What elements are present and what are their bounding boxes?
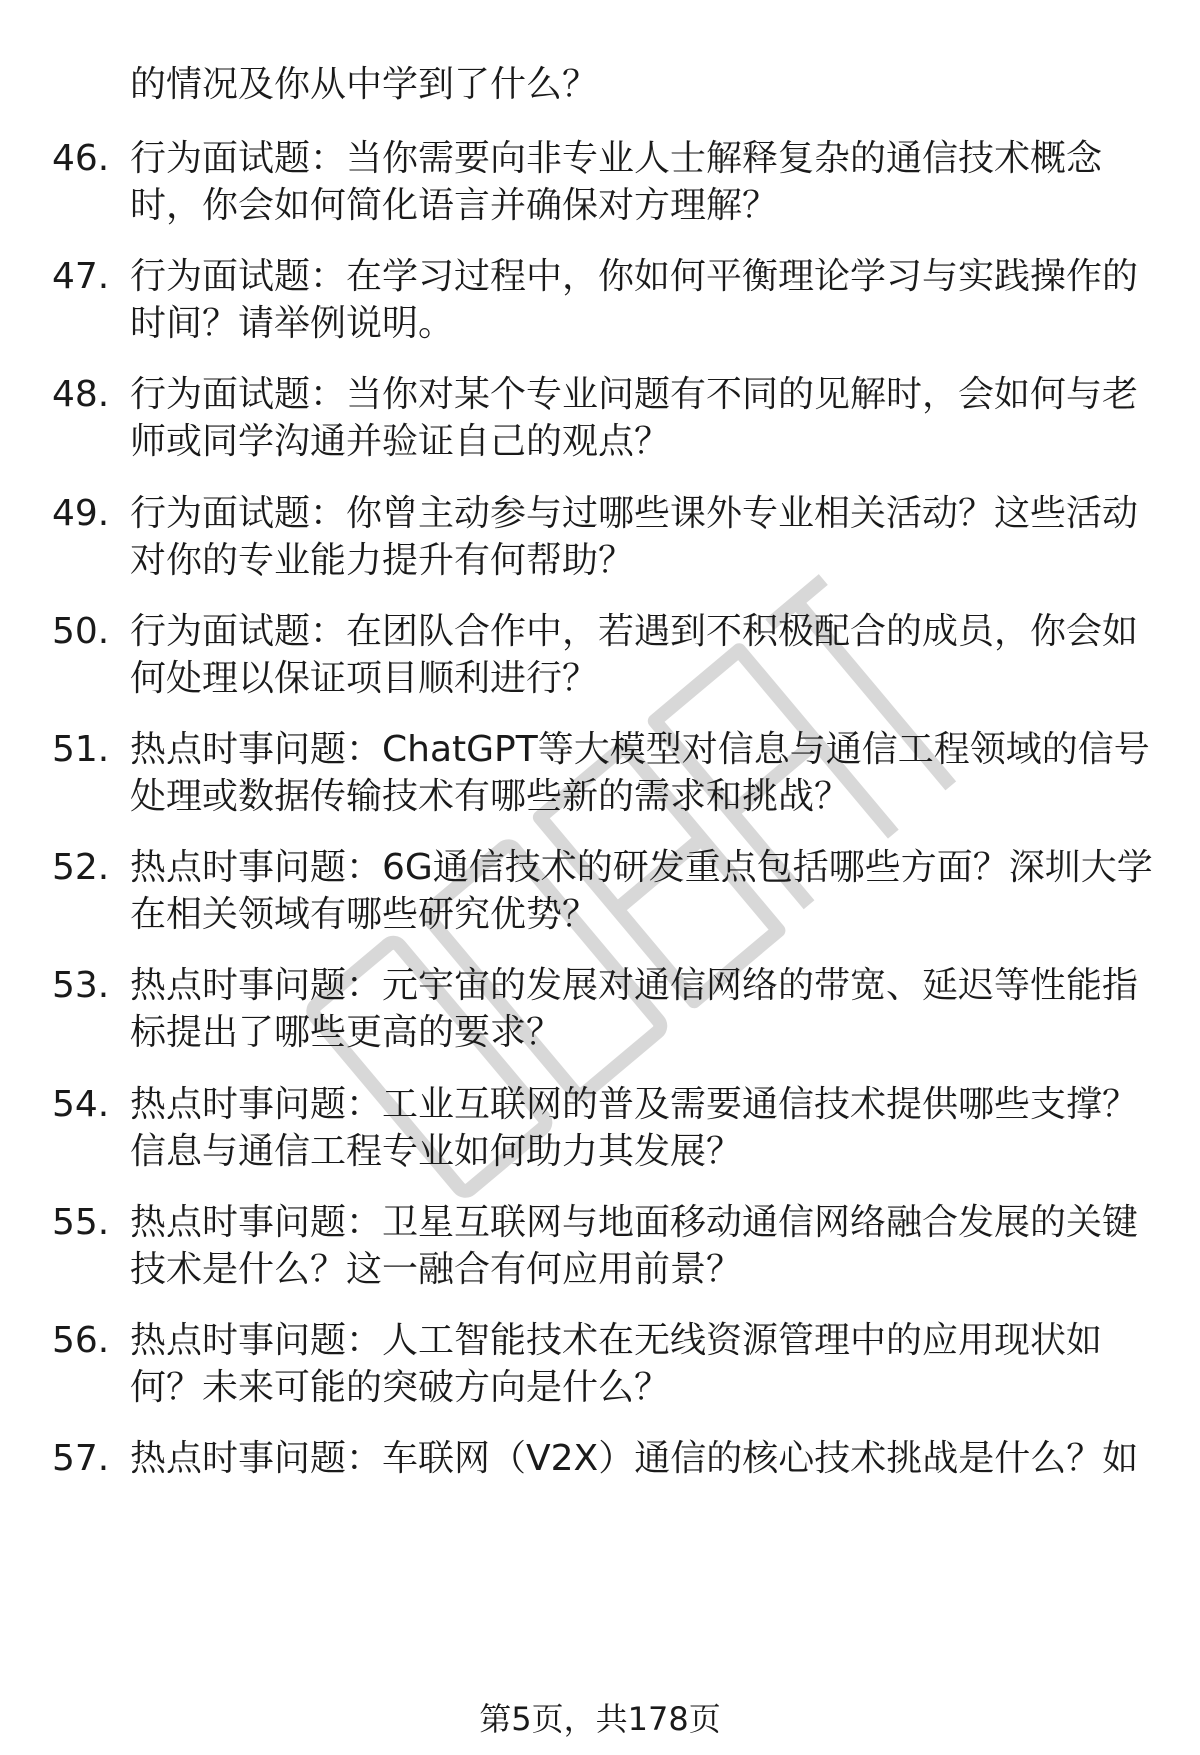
question-text-line-2: 何处理以保证项目顺利进行？: [130, 657, 599, 699]
question-number: 49.: [52, 492, 110, 534]
question-number: 48.: [52, 374, 110, 416]
question-text-line-2: 处理或数据传输技术有哪些新的需求和挑战？: [130, 776, 851, 817]
continuation-text: 的情况及你从中学到了什么？: [130, 64, 599, 105]
question-number: 53.: [52, 965, 110, 1007]
question-text-line-1: 热点时事问题：ChatGPT等大模型对信息与通信工程领域的信号: [130, 729, 1150, 770]
question-text-line-1: 行为面试题：当你对某个专业问题有不同的见解时，会如何与老: [130, 374, 1139, 416]
question-number: 50.: [52, 610, 110, 652]
question-number: 55.: [52, 1201, 110, 1243]
question-number: 56.: [52, 1320, 110, 1361]
question-text-line-1: 行为面试题：在团队合作中，若遇到不积极配合的成员，你会如: [130, 610, 1139, 652]
question-text-line-2: 在相关领域有哪些研究优势？: [130, 894, 599, 936]
question-text-line-1: 热点时事问题：车联网（V2X）通信的核心技术挑战是什么？如: [130, 1438, 1139, 1480]
question-text-line-2: 标提出了哪些更高的要求？: [130, 1012, 563, 1054]
question-number: 46.: [52, 138, 110, 179]
page-footer: 第5页，共178页: [479, 1700, 721, 1738]
question-number: 47.: [52, 256, 110, 298]
question-number: 51.: [52, 729, 110, 770]
question-number: 57.: [52, 1438, 110, 1480]
question-text-line-1: 热点时事问题：6G通信技术的研发重点包括哪些方面？深圳大学: [130, 847, 1153, 889]
question-text-line-1: 热点时事问题：人工智能技术在无线资源管理中的应用现状如: [130, 1320, 1103, 1361]
question-text-line-2: 时，你会如何简化语言并确保对方理解？: [130, 185, 779, 226]
question-text-line-1: 行为面试题：在学习过程中，你如何平衡理论学习与实践操作的: [130, 256, 1139, 298]
question-text-line-2: 时间？请举例说明。: [130, 303, 455, 345]
question-text-line-1: 热点时事问题：卫星互联网与地面移动通信网络融合发展的关键: [130, 1201, 1139, 1243]
question-number: 52.: [52, 847, 110, 889]
question-text-line-1: 行为面试题：当你需要向非专业人士解释复杂的通信技术概念: [130, 138, 1103, 179]
question-text-line-1: 热点时事问题：元宇宙的发展对通信网络的带宽、延迟等性能指: [130, 965, 1139, 1007]
question-text-line-2: 对你的专业能力提升有何帮助？: [130, 539, 635, 581]
question-text-line-2: 师或同学沟通并验证自己的观点？: [130, 421, 671, 463]
question-text-line-2: 信息与通信工程专业如何助力其发展？: [130, 1130, 743, 1172]
question-text-line-1: 热点时事问题：工业互联网的普及需要通信技术提供哪些支撑？: [130, 1083, 1139, 1125]
question-text-line-1: 行为面试题：你曾主动参与过哪些课外专业相关活动？这些活动: [130, 492, 1139, 534]
question-number: 54.: [52, 1083, 110, 1125]
question-text-line-2: 何？未来可能的突破方向是什么？: [130, 1367, 671, 1408]
question-text-line-2: 技术是什么？这一融合有何应用前景？: [130, 1248, 743, 1290]
